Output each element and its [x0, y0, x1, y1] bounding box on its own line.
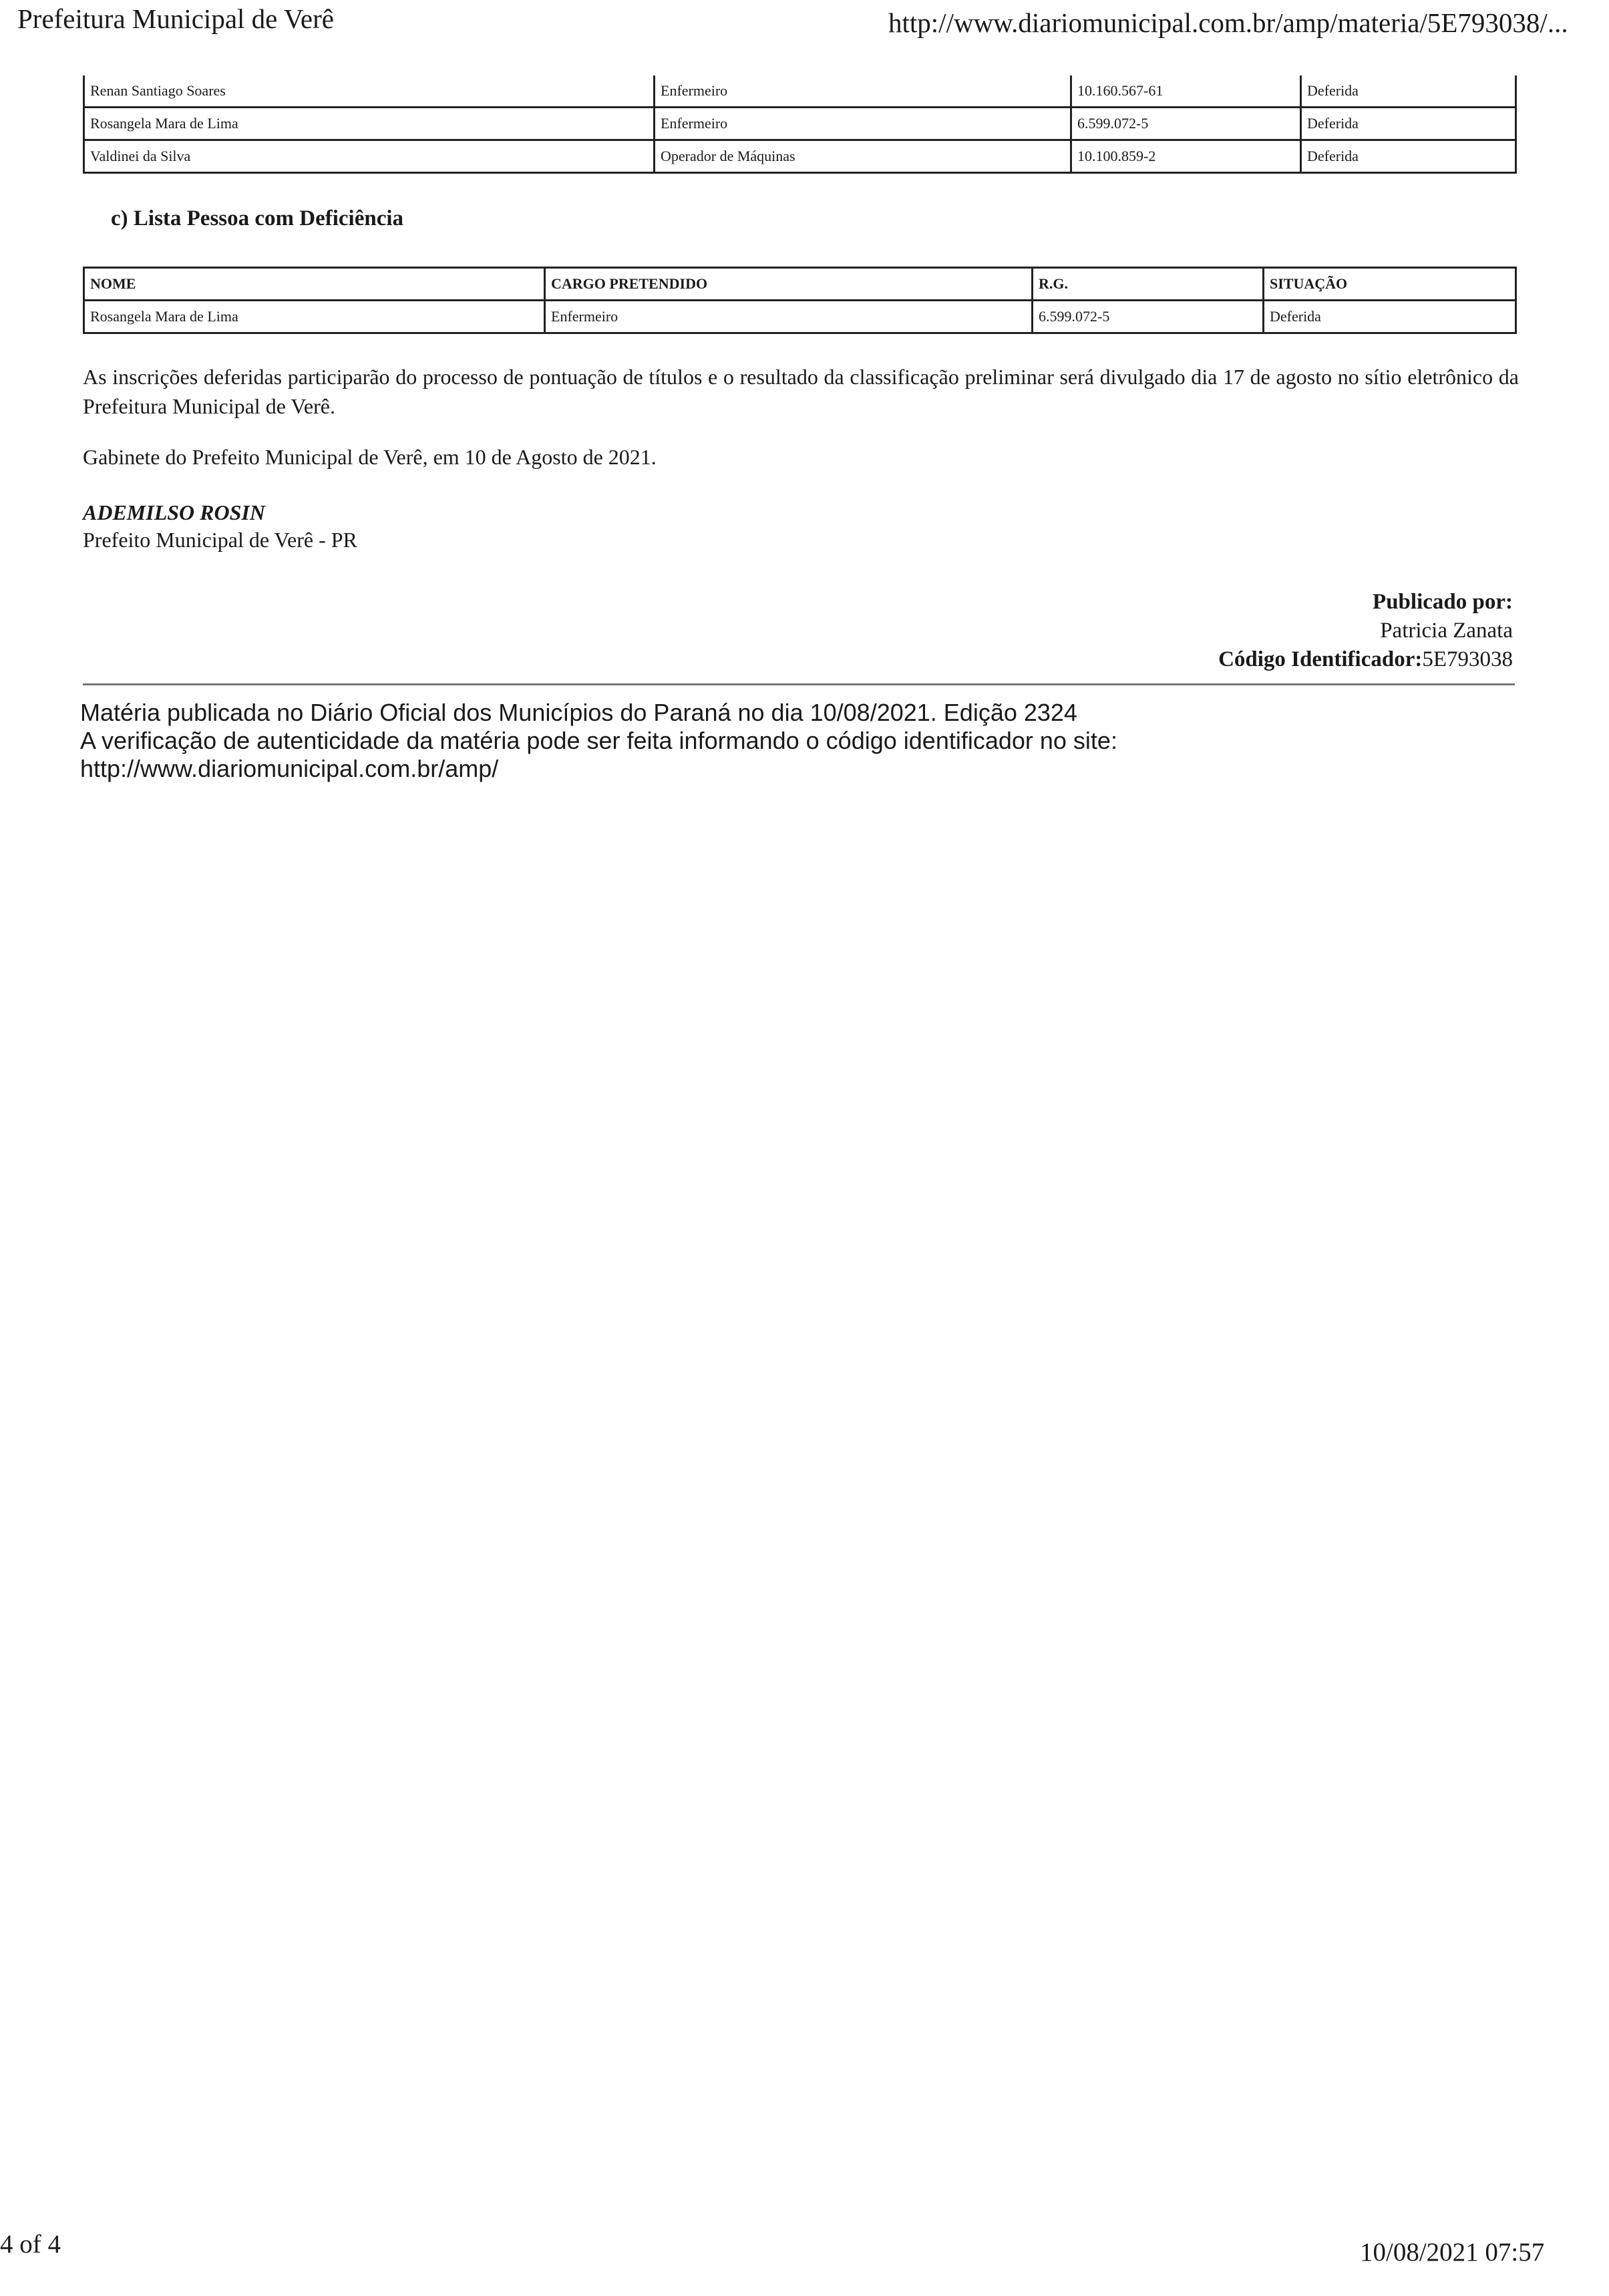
cell-status: Deferida [1301, 140, 1516, 173]
print-datetime: 10/08/2021 07:57 [1360, 2238, 1545, 2267]
cell-rg: 10.160.567-61 [1071, 75, 1301, 108]
header-url: http://www.diariomunicipal.com.br/amp/materia/5E793038/... [888, 7, 1568, 38]
cell-rg: 6.599.072-5 [1033, 301, 1264, 333]
cell-status: Deferida [1264, 301, 1516, 333]
header-title: Prefeitura Municipal de Verê [17, 3, 334, 34]
header-position: CARGO PRETENDIDO [545, 268, 1033, 301]
cell-name: Rosangela Mara de Lima [84, 108, 655, 140]
header-name: NOME [84, 268, 545, 301]
cell-name: Valdinei da Silva [84, 140, 655, 173]
code-label: Código Identificador: [1218, 647, 1423, 671]
cell-position: Enfermeiro [545, 301, 1033, 333]
publication-footer [80, 699, 1117, 783]
registrations-table [83, 75, 1517, 174]
table-row [84, 140, 1516, 173]
table-header-row [84, 268, 1516, 301]
body-paragraph: As inscrições deferidas participarão do processo de pontuação de títulos e o resultado da classificação preliminar será divulgado dia 17 de agosto no sítio eletrônico da Prefeitura Municipal de Verê. [83, 365, 1519, 418]
table-row [84, 301, 1516, 333]
divider [83, 683, 1515, 685]
code-value: 5E793038 [1422, 647, 1513, 671]
footer-line-2: A verificação de autenticidade da matéria pode ser feita informando o código identificador no site: [80, 727, 1117, 754]
cell-position: Enfermeiro [655, 75, 1071, 108]
header-status: SITUAÇÃO [1264, 268, 1516, 301]
cell-status: Deferida [1301, 75, 1516, 108]
page-number: 4 of 4 [0, 2230, 61, 2259]
publisher-name: Patricia Zanata [1380, 619, 1513, 643]
cell-name: Rosangela Mara de Lima [84, 301, 545, 333]
section-title-pcd: c) Lista Pessoa com Deficiência [111, 206, 404, 230]
table-row [84, 108, 1516, 140]
cell-rg: 6.599.072-5 [1071, 108, 1301, 140]
published-by-label: Publicado por: [1373, 590, 1513, 614]
publication-block [1218, 588, 1513, 674]
footer-link[interactable]: http://www.diariomunicipal.com.br/amp/ [80, 755, 499, 782]
signer-role: Prefeito Municipal de Verê - PR [83, 528, 357, 552]
cell-position: Enfermeiro [655, 108, 1071, 140]
cell-status: Deferida [1301, 108, 1516, 140]
pcd-table [83, 267, 1517, 334]
header-rg: R.G. [1033, 268, 1264, 301]
cell-rg: 10.100.859-2 [1071, 140, 1301, 173]
table-row [84, 75, 1516, 108]
cell-position: Operador de Máquinas [655, 140, 1071, 173]
cell-name: Renan Santiago Soares [84, 75, 655, 108]
date-line: Gabinete do Prefeito Municipal de Verê, em 10 de Agosto de 2021. [83, 445, 657, 469]
footer-line-1: Matéria publicada no Diário Oficial dos Municípios do Paraná no dia 10/08/2021. Edição 2324 [80, 699, 1077, 726]
signer-name: ADEMILSO ROSIN [83, 500, 265, 524]
